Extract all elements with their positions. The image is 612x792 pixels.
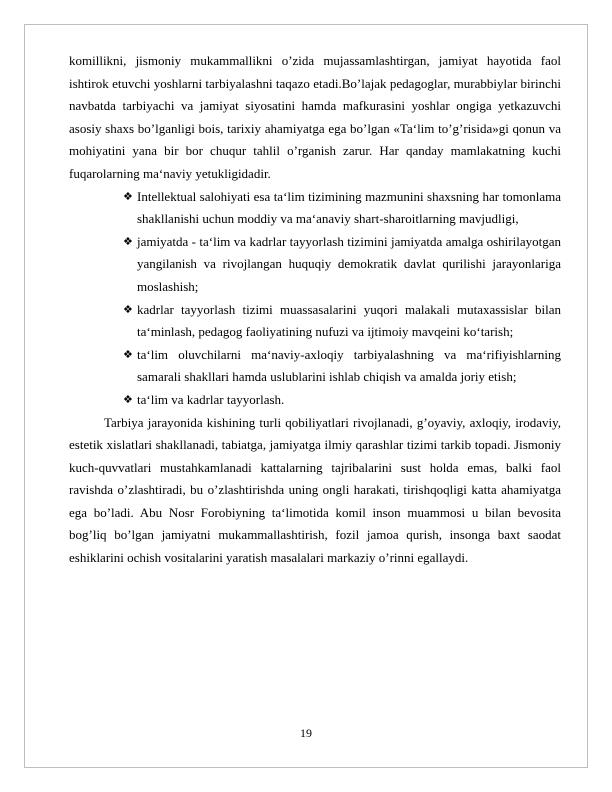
- paragraph-2: Tarbiya jarayonida kishining turli qobiliyatlari rivojlanadi, g’oyaviy, axloqiy, irodaviy, estetik xislatlari shakllanadi, tabiatga, jamiyatga ilmiy qarashlar tizimi tarkib topadi. Jismoniy kuch-quvvatlari mustahkamlanadi kattalarning tajribalarini sust holda emas, balki faol ravishda o’zlashtiradi, bu o’zlashtirishda uning ongli harakati, tirishqoqligi katta ahamiyatga ega bo’ladi. Abu Nosr Forobiyning ta‘limotida komil inson muammosi u bilan bevosita bog’liq bo’lgan jamiyatni mukammallashtirish, fozil jamoa qurish, insonga baxt saodat eshiklarini ochish vositalarini yaratish masalalari markaziy o’rinni egallaydi.: [69, 414, 561, 566]
- list-item-text: ta‘lim va kadrlar tayyorlash.: [137, 391, 285, 407]
- list-item: [124, 389, 561, 412]
- list-item: [124, 344, 561, 389]
- list-item-text: kadrlar tayyorlash tizimi muassasalarini yuqori malakali mutaxassislar bilan ta‘minlash, pedagog faoliyatining nufuzi va ijtimoiy mavqeini ko‘tarish;: [137, 301, 561, 340]
- page-number: 19: [300, 726, 312, 740]
- list-item-text: jamiyatda - ta‘lim va kadrlar tayyorlash tizimini jamiyatda amalga oshirilayotgan yangilanish va rivojlangan huquqiy demokratik davlat qurilishi jarayonlariga moslashish;: [137, 233, 561, 294]
- list-item: [124, 299, 561, 344]
- list-item: [124, 186, 561, 231]
- diamond-bullet-icon: ❖: [123, 392, 133, 406]
- paragraph-1: komillikni, jismoniy mukammallikni o’zida mujassamlashtirgan, jamiyat hayotida faol ishtirok etuvchi yoshlarni tarbiyalashni taqazo etadi.Bo’lajak pedagoglar, murabbiylar birinchi navbatda tarbiyachi va jamiyat siyosatini hamda mafkurasini yoshlar ongiga yetkazuvchi asosiy shaxs bo’lganligi bois, tarixiy ahamiyatga ega bo’lgan «Ta‘lim to’g’risida»gi qonun va mohiyatini yana bir bor chuqur tahlil o’rganish zarur. Har qanday mamlakatning kuchi fuqarolarning ma‘naviy yetukligidadir.: [69, 53, 561, 181]
- diamond-bullet-icon: ❖: [123, 302, 133, 316]
- list-item-text: ta‘lim oluvchilarni ma‘naviy-axloqiy tarbiyalashning va ma‘rifiyishlarning samarali shakllari hamda uslublarini ishlab chiqish va amalda joriy etish;: [137, 346, 561, 385]
- diamond-bullet-icon: ❖: [123, 347, 133, 361]
- list-item: [124, 231, 561, 299]
- diamond-bullet-icon: ❖: [123, 234, 133, 248]
- list-item-text: Intellektual salohiyati esa ta‘lim tizimining mazmunini shaxsning har tomonlama shakllanishi uchun moddiy va ma‘anaviy shart-sharoitlarning mavjudligi,: [137, 188, 561, 227]
- diamond-bullet-icon: ❖: [123, 189, 133, 203]
- bullet-list: [69, 186, 561, 412]
- document-body: [69, 50, 561, 570]
